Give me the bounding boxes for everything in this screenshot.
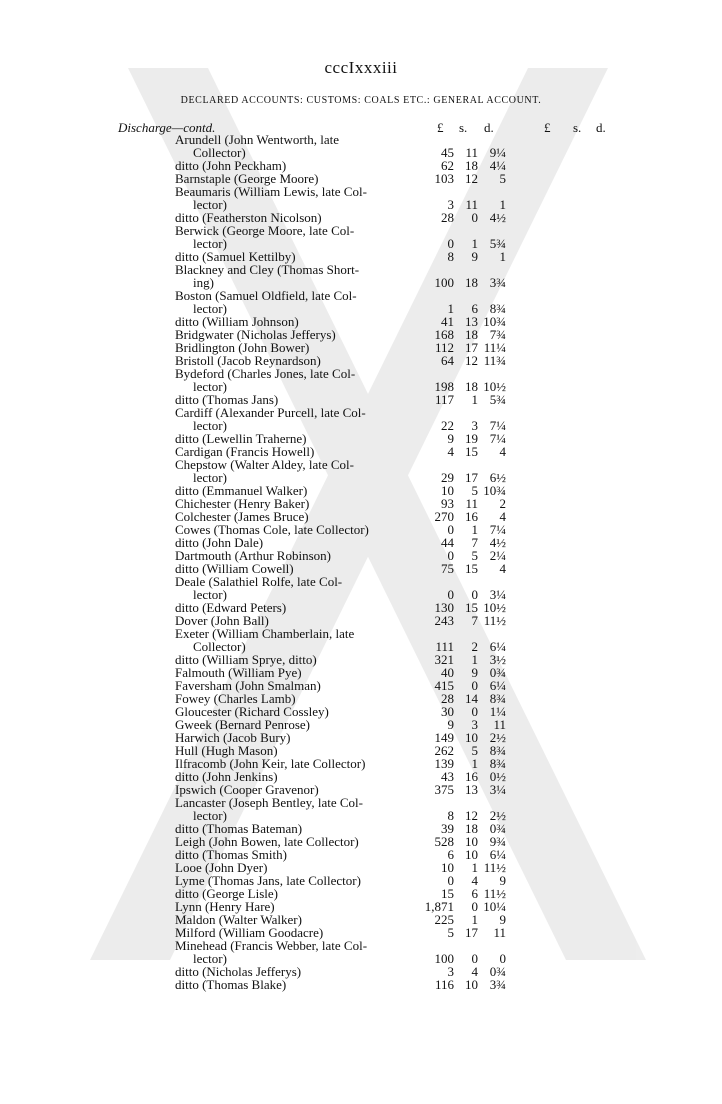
entry-line xyxy=(0,523,722,536)
entry-line xyxy=(0,978,722,991)
amount-shillings: 0 xyxy=(471,951,478,966)
entry-text: Collector) xyxy=(193,145,246,160)
column-header-pence-right: d. xyxy=(596,120,606,135)
amount-pounds: 0 xyxy=(447,587,454,602)
entry-line xyxy=(0,263,722,276)
amount-pounds: 8 xyxy=(447,249,454,264)
amount-pence: 7¾ xyxy=(489,327,506,342)
column-header-pounds-right: £ xyxy=(544,120,551,135)
amount-pounds: 64 xyxy=(441,353,454,368)
amount-pence: 10½ xyxy=(483,600,506,615)
entry-line xyxy=(0,705,722,718)
entry-line xyxy=(0,666,722,679)
column-header-pence: d. xyxy=(484,120,494,135)
entry-continuation-line xyxy=(0,640,722,653)
entry-text: Chepstow (Walter Aldey, late Col- xyxy=(175,457,354,472)
entry-text: Leigh (John Bowen, late Collector) xyxy=(175,834,359,849)
entry-continuation-line xyxy=(0,237,722,250)
amount-pence: 6¼ xyxy=(489,639,506,654)
amount-shillings: 10 xyxy=(465,730,478,745)
amount-pence: 8¾ xyxy=(489,743,506,758)
amount-pence: 11½ xyxy=(483,860,506,875)
amount-pence: 1¼ xyxy=(489,704,506,719)
amount-shillings: 5 xyxy=(471,483,478,498)
entry-text: ditto (William Johnson) xyxy=(175,314,299,329)
amount-shillings: 7 xyxy=(471,613,478,628)
entry-line xyxy=(0,289,722,302)
entry-text: ditto (William Sprye, ditto) xyxy=(175,652,317,667)
amount-pence: 9 xyxy=(499,873,506,888)
amount-pence: 3¼ xyxy=(489,587,506,602)
amount-pence: 4½ xyxy=(489,535,506,550)
entry-text: Collector) xyxy=(193,639,246,654)
amount-pence: 4 xyxy=(499,444,506,459)
entry-text: Beaumaris (William Lewis, late Col- xyxy=(175,184,367,199)
entry-text: lector) xyxy=(193,951,227,966)
amount-shillings: 1 xyxy=(471,522,478,537)
amount-shillings: 6 xyxy=(471,301,478,316)
amount-pence: 5¾ xyxy=(489,236,506,251)
entry-line xyxy=(0,913,722,926)
amount-shillings: 10 xyxy=(465,847,478,862)
amount-pounds: 40 xyxy=(441,665,454,680)
amount-pounds: 112 xyxy=(434,340,454,355)
column-header-shillings: s. xyxy=(459,120,468,135)
amount-pounds: 28 xyxy=(441,210,454,225)
amount-shillings: 1 xyxy=(471,392,478,407)
entry-continuation-line xyxy=(0,198,722,211)
entry-text: ditto (George Lisle) xyxy=(175,886,279,901)
amount-shillings: 11 xyxy=(465,145,478,160)
entry-line xyxy=(0,848,722,861)
entry-line xyxy=(0,406,722,419)
amount-pounds: 100 xyxy=(434,951,454,966)
amount-pounds: 415 xyxy=(434,678,454,693)
entry-text: Falmouth (William Pye) xyxy=(175,665,302,680)
entry-text: ditto (Edward Peters) xyxy=(175,600,287,615)
amount-pounds: 116 xyxy=(434,977,454,992)
amount-pounds: 15 xyxy=(441,886,454,901)
amount-shillings: 10 xyxy=(465,977,478,992)
entry-text: Deale (Salathiel Rolfe, late Col- xyxy=(175,574,343,589)
amount-shillings: 17 xyxy=(465,925,478,940)
amount-pounds: 5 xyxy=(447,925,454,940)
entry-line xyxy=(0,497,722,510)
entry-line xyxy=(0,328,722,341)
amount-shillings: 14 xyxy=(465,691,478,706)
amount-shillings: 1 xyxy=(471,860,478,875)
entry-text: ditto (Nicholas Jefferys) xyxy=(175,964,302,979)
amount-pounds: 30 xyxy=(441,704,454,719)
entry-line xyxy=(0,445,722,458)
entry-text: Exeter (William Chamberlain, late xyxy=(175,626,355,641)
amount-pence: 10¼ xyxy=(483,899,506,914)
entry-text: Dartmouth (Arthur Robinson) xyxy=(175,548,331,563)
page-number: cccIxxxiii xyxy=(324,58,398,77)
entry-line xyxy=(0,536,722,549)
entry-text: ing) xyxy=(193,275,214,290)
amount-pence: 8¾ xyxy=(489,691,506,706)
amount-pence: 10½ xyxy=(483,379,506,394)
amount-pounds: 4 xyxy=(447,444,454,459)
amount-pence: 5 xyxy=(499,171,506,186)
entry-text: Cardigan (Francis Howell) xyxy=(175,444,315,459)
entry-line xyxy=(0,757,722,770)
entry-line xyxy=(0,315,722,328)
amount-pounds: 29 xyxy=(441,470,454,485)
amount-pounds: 117 xyxy=(434,392,454,407)
amount-pounds: 321 xyxy=(434,652,454,667)
entry-text: Cardiff (Alexander Purcell, late Col- xyxy=(175,405,366,420)
amount-pounds: 243 xyxy=(434,613,454,628)
entry-text: ditto (William Cowell) xyxy=(175,561,294,576)
amount-pence: 1 xyxy=(499,249,506,264)
entry-text: Bridgwater (Nicholas Jefferys) xyxy=(175,327,336,342)
amount-pounds: 9 xyxy=(447,717,454,732)
amount-pence: 6¼ xyxy=(489,678,506,693)
entry-text: Harwich (Jacob Bury) xyxy=(175,730,291,745)
amount-shillings: 10 xyxy=(465,834,478,849)
amount-pounds: 130 xyxy=(434,600,454,615)
amount-pounds: 0 xyxy=(447,873,454,888)
entry-line xyxy=(0,549,722,562)
amount-shillings: 17 xyxy=(465,470,478,485)
entry-line xyxy=(0,575,722,588)
entry-line xyxy=(0,627,722,640)
entry-text: ditto (John Jenkins) xyxy=(175,769,278,784)
entry-line xyxy=(0,432,722,445)
entry-line xyxy=(0,484,722,497)
entry-text: Milford (William Goodacre) xyxy=(175,925,324,940)
entry-text: Minehead (Francis Webber, late Col- xyxy=(175,938,368,953)
amount-pence: 10¾ xyxy=(483,483,506,498)
amount-pence: 4 xyxy=(499,561,506,576)
amount-pence: 5¾ xyxy=(489,392,506,407)
amount-pounds: 198 xyxy=(434,379,454,394)
amount-pence: 0½ xyxy=(489,769,506,784)
amount-shillings: 11 xyxy=(465,496,478,511)
entry-line xyxy=(0,861,722,874)
amount-shillings: 13 xyxy=(465,782,478,797)
entry-text: ditto (Thomas Smith) xyxy=(175,847,287,862)
entry-text: Ilfracomb (John Keir, late Collector) xyxy=(175,756,366,771)
amount-shillings: 18 xyxy=(465,158,478,173)
entry-text: ditto (Featherston Nicolson) xyxy=(175,210,322,225)
entry-text: Arundell (John Wentworth, late xyxy=(175,132,340,147)
entry-text: Faversham (John Smalman) xyxy=(175,678,321,693)
entry-text: Fowey (Charles Lamb) xyxy=(175,691,296,706)
amount-pounds: 100 xyxy=(434,275,454,290)
amount-pounds: 9 xyxy=(447,431,454,446)
column-header-shillings-right: s. xyxy=(573,120,582,135)
amount-pounds: 45 xyxy=(441,145,454,160)
amount-pence: 4¼ xyxy=(489,158,506,173)
amount-pounds: 111 xyxy=(435,639,454,654)
entry-line xyxy=(0,614,722,627)
amount-pounds: 3 xyxy=(447,964,454,979)
entry-text: Berwick (George Moore, late Col- xyxy=(175,223,355,238)
entry-text: Gloucester (Richard Cossley) xyxy=(175,704,329,719)
amount-shillings: 1 xyxy=(471,756,478,771)
amount-pounds: 375 xyxy=(434,782,454,797)
amount-shillings: 0 xyxy=(471,704,478,719)
amount-shillings: 16 xyxy=(465,769,478,784)
entry-line xyxy=(0,835,722,848)
amount-shillings: 18 xyxy=(465,821,478,836)
amount-pounds: 39 xyxy=(441,821,454,836)
entry-continuation-line xyxy=(0,588,722,601)
amount-pence: 10¾ xyxy=(483,314,506,329)
amount-shillings: 0 xyxy=(471,210,478,225)
entry-text: Barnstaple (George Moore) xyxy=(175,171,319,186)
amount-pence: 8¾ xyxy=(489,301,506,316)
amount-pence: 0¾ xyxy=(489,964,506,979)
entry-line xyxy=(0,185,722,198)
entry-text: Colchester (James Bruce) xyxy=(175,509,309,524)
entry-line xyxy=(0,770,722,783)
amount-shillings: 18 xyxy=(465,379,478,394)
amount-shillings: 17 xyxy=(465,340,478,355)
amount-pounds: 62 xyxy=(441,158,454,173)
amount-shillings: 5 xyxy=(471,548,478,563)
entry-text: Gweek (Bernard Penrose) xyxy=(175,717,311,732)
amount-pence: 8¾ xyxy=(489,756,506,771)
amount-pounds: 43 xyxy=(441,769,454,784)
amount-pounds: 10 xyxy=(441,483,454,498)
entry-line xyxy=(0,965,722,978)
entry-line xyxy=(0,133,722,146)
amount-pounds: 1 xyxy=(447,301,454,316)
amount-pence: 9¾ xyxy=(489,834,506,849)
amount-shillings: 13 xyxy=(465,314,478,329)
amount-pence: 2½ xyxy=(489,730,506,745)
amount-shillings: 12 xyxy=(465,171,478,186)
entry-text: lector) xyxy=(193,379,227,394)
amount-shillings: 0 xyxy=(471,587,478,602)
entry-text: Bydeford (Charles Jones, late Col- xyxy=(175,366,356,381)
amount-shillings: 15 xyxy=(465,561,478,576)
amount-shillings: 4 xyxy=(471,964,478,979)
running-head: DECLARED ACCOUNTS: CUSTOMS: COALS ETC.: GENERAL ACCOUNT. xyxy=(180,95,542,106)
entry-text: ditto (Thomas Jans) xyxy=(175,392,279,407)
amount-pence: 6¼ xyxy=(489,847,506,862)
entry-text: Boston (Samuel Oldfield, late Col- xyxy=(175,288,357,303)
amount-pence: 2½ xyxy=(489,808,506,823)
amount-shillings: 9 xyxy=(471,665,478,680)
entry-continuation-line xyxy=(0,419,722,432)
amount-pounds: 139 xyxy=(434,756,454,771)
entry-text: Lancaster (Joseph Bentley, late Col- xyxy=(175,795,363,810)
amount-pounds: 149 xyxy=(434,730,454,745)
entry-line xyxy=(0,731,722,744)
entry-line xyxy=(0,211,722,224)
entry-text: lector) xyxy=(193,236,227,251)
amount-shillings: 0 xyxy=(471,678,478,693)
amount-shillings: 15 xyxy=(465,444,478,459)
amount-pounds: 8 xyxy=(447,808,454,823)
entry-line xyxy=(0,900,722,913)
entry-continuation-line xyxy=(0,380,722,393)
entry-text: Ipswich (Cooper Gravenor) xyxy=(175,782,319,797)
entry-line xyxy=(0,367,722,380)
amount-pence: 9¼ xyxy=(489,145,506,160)
entry-text: ditto (John Dale) xyxy=(175,535,264,550)
amount-shillings: 12 xyxy=(465,353,478,368)
amount-pence: 3½ xyxy=(489,652,506,667)
amount-pounds: 28 xyxy=(441,691,454,706)
amount-pounds: 6 xyxy=(447,847,454,862)
amount-shillings: 3 xyxy=(471,717,478,732)
entry-text: lector) xyxy=(193,418,227,433)
amount-pence: 11¾ xyxy=(483,353,506,368)
entry-continuation-line xyxy=(0,146,722,159)
entry-line xyxy=(0,718,722,731)
entry-line xyxy=(0,887,722,900)
entry-line xyxy=(0,653,722,666)
entry-line xyxy=(0,939,722,952)
amount-pounds: 168 xyxy=(434,327,454,342)
amount-pence: 4½ xyxy=(489,210,506,225)
amount-pounds: 0 xyxy=(447,236,454,251)
amount-pence: 3¾ xyxy=(489,977,506,992)
amount-pence: 11 xyxy=(493,925,506,940)
amount-shillings: 12 xyxy=(465,808,478,823)
entry-line xyxy=(0,250,722,263)
entry-text: Dover (John Ball) xyxy=(175,613,269,628)
entry-continuation-line xyxy=(0,952,722,965)
amount-shillings: 7 xyxy=(471,535,478,550)
entry-text: ditto (Lewellin Traherne) xyxy=(175,431,307,446)
amount-pence: 11½ xyxy=(483,886,506,901)
amount-shillings: 4 xyxy=(471,873,478,888)
amount-shillings: 6 xyxy=(471,886,478,901)
amount-shillings: 0 xyxy=(471,899,478,914)
entry-text: Maldon (Walter Walker) xyxy=(175,912,302,927)
entry-line xyxy=(0,341,722,354)
entry-line xyxy=(0,874,722,887)
amount-pence: 2 xyxy=(499,496,506,511)
entry-text: Cowes (Thomas Cole, late Collector) xyxy=(175,522,369,537)
section-label: Discharge—contd. xyxy=(118,120,216,135)
amount-pence: 3¾ xyxy=(489,275,506,290)
entry-text: lector) xyxy=(193,197,227,212)
entry-text: Looe (John Dyer) xyxy=(175,860,268,875)
entry-line xyxy=(0,224,722,237)
amount-pence: 7¼ xyxy=(489,522,506,537)
amount-pounds: 1,871 xyxy=(424,899,454,914)
amount-pence: 11 xyxy=(493,717,506,732)
column-header-pounds: £ xyxy=(437,120,444,135)
entry-text: Hull (Hugh Mason) xyxy=(175,743,278,758)
amount-pence: 3¼ xyxy=(489,782,506,797)
amount-shillings: 11 xyxy=(465,197,478,212)
entry-text: ditto (Thomas Bateman) xyxy=(175,821,303,836)
entry-line xyxy=(0,159,722,172)
amount-shillings: 19 xyxy=(465,431,478,446)
entry-line xyxy=(0,562,722,575)
entry-text: Chichester (Henry Baker) xyxy=(175,496,310,511)
entry-line xyxy=(0,692,722,705)
amount-shillings: 1 xyxy=(471,236,478,251)
amount-pounds: 22 xyxy=(441,418,454,433)
amount-pence: 11½ xyxy=(483,613,506,628)
entry-line xyxy=(0,354,722,367)
amount-pounds: 41 xyxy=(441,314,454,329)
entry-line xyxy=(0,601,722,614)
amount-shillings: 2 xyxy=(471,639,478,654)
amount-pence: 7¼ xyxy=(489,418,506,433)
amount-pounds: 3 xyxy=(447,197,454,212)
amount-pounds: 0 xyxy=(447,548,454,563)
entry-line xyxy=(0,822,722,835)
entry-text: lector) xyxy=(193,587,227,602)
entry-line xyxy=(0,458,722,471)
entry-continuation-line xyxy=(0,276,722,289)
entry-text: ditto (Emmanuel Walker) xyxy=(175,483,308,498)
amount-shillings: 1 xyxy=(471,912,478,927)
entry-text: ditto (John Peckham) xyxy=(175,158,287,173)
amount-shillings: 9 xyxy=(471,249,478,264)
amount-pence: 4 xyxy=(499,509,506,524)
amount-pounds: 103 xyxy=(434,171,454,186)
amount-pounds: 75 xyxy=(441,561,454,576)
account-entries-list xyxy=(0,133,722,991)
amount-pence: 0¾ xyxy=(489,665,506,680)
entry-continuation-line xyxy=(0,471,722,484)
entry-line xyxy=(0,796,722,809)
entry-text: Bristoll (Jacob Reynardson) xyxy=(175,353,321,368)
amount-shillings: 18 xyxy=(465,275,478,290)
amount-pounds: 0 xyxy=(447,522,454,537)
amount-pounds: 270 xyxy=(434,509,454,524)
amount-pounds: 93 xyxy=(441,496,454,511)
amount-pence: 0 xyxy=(499,951,506,966)
entry-text: lector) xyxy=(193,808,227,823)
entry-text: Lynn (Henry Hare) xyxy=(175,899,275,914)
amount-shillings: 18 xyxy=(465,327,478,342)
amount-pounds: 44 xyxy=(441,535,454,550)
entry-text: lector) xyxy=(193,470,227,485)
entry-text: Bridlington (John Bower) xyxy=(175,340,310,355)
entry-text: ditto (Thomas Blake) xyxy=(175,977,287,992)
amount-pence: 11¼ xyxy=(483,340,506,355)
amount-pence: 6½ xyxy=(489,470,506,485)
amount-shillings: 15 xyxy=(465,600,478,615)
entry-continuation-line xyxy=(0,809,722,822)
amount-pounds: 10 xyxy=(441,860,454,875)
amount-pence: 0¾ xyxy=(489,821,506,836)
entry-text: Lyme (Thomas Jans, late Collector) xyxy=(175,873,361,888)
amount-shillings: 1 xyxy=(471,652,478,667)
entry-text: lector) xyxy=(193,301,227,316)
amount-pence: 7¼ xyxy=(489,431,506,446)
amount-pounds: 528 xyxy=(434,834,454,849)
amount-shillings: 16 xyxy=(465,509,478,524)
amount-pounds: 262 xyxy=(434,743,454,758)
amount-pence: 2¼ xyxy=(489,548,506,563)
amount-shillings: 5 xyxy=(471,743,478,758)
entry-text: Blackney and Cley (Thomas Short- xyxy=(175,262,360,277)
amount-shillings: 3 xyxy=(471,418,478,433)
entry-continuation-line xyxy=(0,302,722,315)
amount-pounds: 225 xyxy=(434,912,454,927)
amount-pence: 9 xyxy=(499,912,506,927)
entry-line xyxy=(0,679,722,692)
amount-pence: 1 xyxy=(499,197,506,212)
entry-text: ditto (Samuel Kettilby) xyxy=(175,249,296,264)
